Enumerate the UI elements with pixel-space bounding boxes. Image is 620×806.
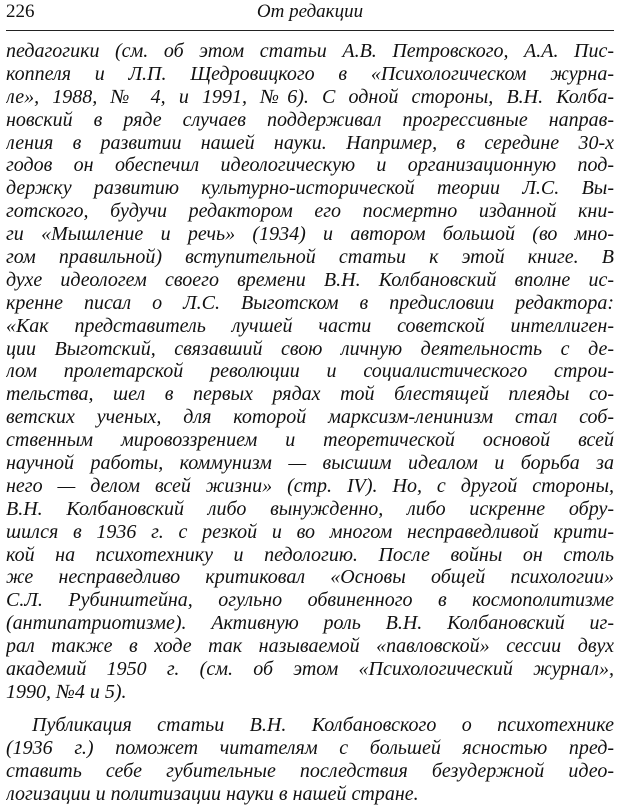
text-line: ления в развитии нашей науки. Например, в середине 30-х [6,131,614,154]
text-line: гом правильной) вступительной статьи к этой книге. В [6,246,614,269]
text-line: ветских ученых, для которой марксизм-ленинизм стал соб- [6,406,614,429]
text-line: ставить себе губительные последствия безудержной идео- [6,759,614,782]
text-line: ле», 1988, № 4, и 1991, №6). С одной стороны, В.Н. Колба- [6,85,614,108]
text-line: (антипатриотизме). Активную роль В.Н. Колбановский иг- [6,612,614,635]
text-line: годов он обеспечил идеологическую и организационную под- [6,154,614,177]
text-line: ции Выготский, связавший свою личную деятельность с де- [6,337,614,360]
paragraph-1 [6,40,614,704]
page-body [6,40,614,805]
text-line: педагогики (см. об этом статьи А.В. Петровского, А.А. Пис- [6,40,614,62]
paragraph-2 [6,714,614,806]
text-line: Публикация статьи В.Н. Колбановского о психотехнике [32,713,614,736]
text-line: С.Л. Рубинштейна, огульно обвиненного в космополитизме [6,589,614,612]
text-line: ственным мировоззрением и теоретической основой всей [6,429,614,452]
running-title: От редакции [256,1,364,22]
text-line: (1936 г.) поможет читателям с большей ясностью пред- [6,736,614,759]
text-line: В.Н. Колбановский либо вынужденно, либо искренне обру- [6,497,614,520]
page-number: 226 [6,1,35,22]
text-line: новский в ряде случаев поддерживал прогрессивные направ- [6,108,614,131]
text-line: держку развитию культурно-исторической теории Л.С. Вы- [6,177,614,200]
text-line: рал также в ходе так называемой «павловской» сессии двух [6,635,614,658]
text-line: 1990, №4 и 5). [6,680,127,703]
text-line: логизации и политизации науки в нашей стране. [6,782,419,805]
text-line: научной работы, коммунизм — высшим идеалом и борьба за [6,452,614,475]
text-line: коппеля и Л.П. Щедровицкого в «Психологическом журна- [6,62,614,85]
text-line: кой на психотехнику и педологию. После войны он столь [6,543,614,566]
text-line: духе идеологем своего времени В.Н. Колбановский вполне ис- [6,268,614,291]
text-line: него — делом всей жизни» (стр. IV). Но, с другой стороны, [6,474,614,497]
text-line: шился в 1936 г. с резкой и во многом несправедливой крити- [6,520,614,543]
text-line: кренне писал о Л.С. Выготском в предисловии редактора: [6,291,614,314]
text-line: лом пролетарской революции и социалистического строи- [6,360,614,383]
text-line: же несправедливо критиковал «Основы общей психологии» [6,566,614,589]
text-line: ги «Мышление и речь» (1934) и автором большой (во мно- [6,223,614,246]
text-line: «Как представитель лучшей части советской интеллиген- [6,314,614,337]
page-header [6,0,614,31]
text-line: тельства, шел в первых рядах той блестящей плеяды со- [6,383,614,406]
text-line: академий 1950 г. (см. об этом «Психологический журнал», [6,658,614,681]
text-line: готского, будучи редактором его посмертно изданной кни- [6,200,614,223]
